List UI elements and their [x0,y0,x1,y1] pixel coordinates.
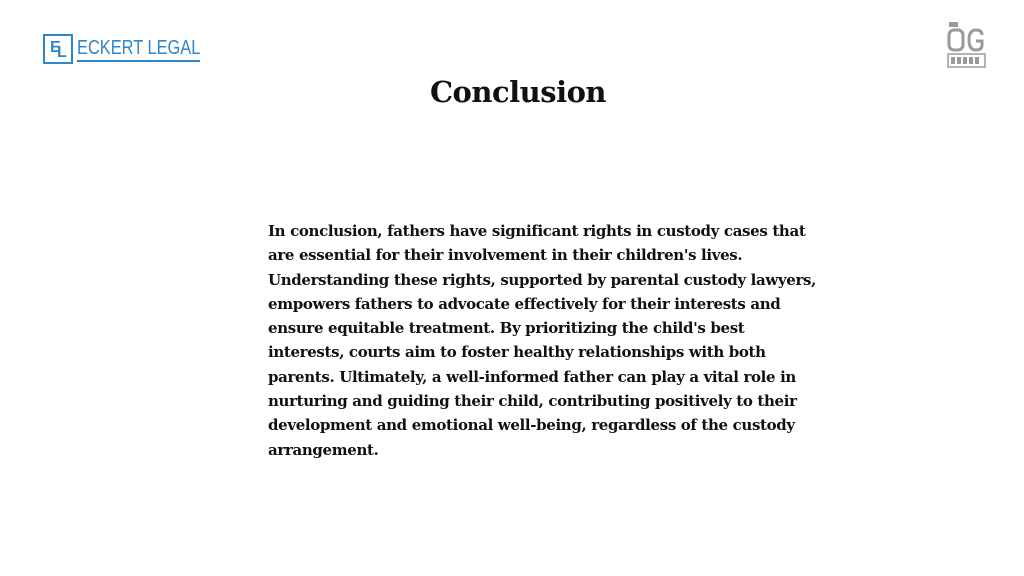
eckert-legal-logo-text: ECKERT LEGAL [77,36,200,62]
slide-title: Conclusion [429,75,607,109]
slide-body-paragraph: In conclusion, fathers have significant rights in custody cases that are essential for their involvement in their children's lives. Understanding these rights, supported by parental custody lawyers, empowers fathers to advocate effectively for their interests and ensure equitable treatment. By prioritizing the child's best interests, courts aim to foster healthy relationships with both parents. Ultimately, a well-informed father can play a vital role in nurturing and guiding their child, contributing positively to their development and emotional well-being, regardless of the custody arrangement. [268,222,816,459]
og-burger-logo-graphic [946,21,986,69]
eckert-legal-logo [43,33,227,65]
eckert-legal-logo-mark [43,34,73,64]
logo-mark-letter-l: L [57,44,67,61]
og-burger-logo [946,21,986,69]
logo-mark-letter-e: E [50,39,61,56]
